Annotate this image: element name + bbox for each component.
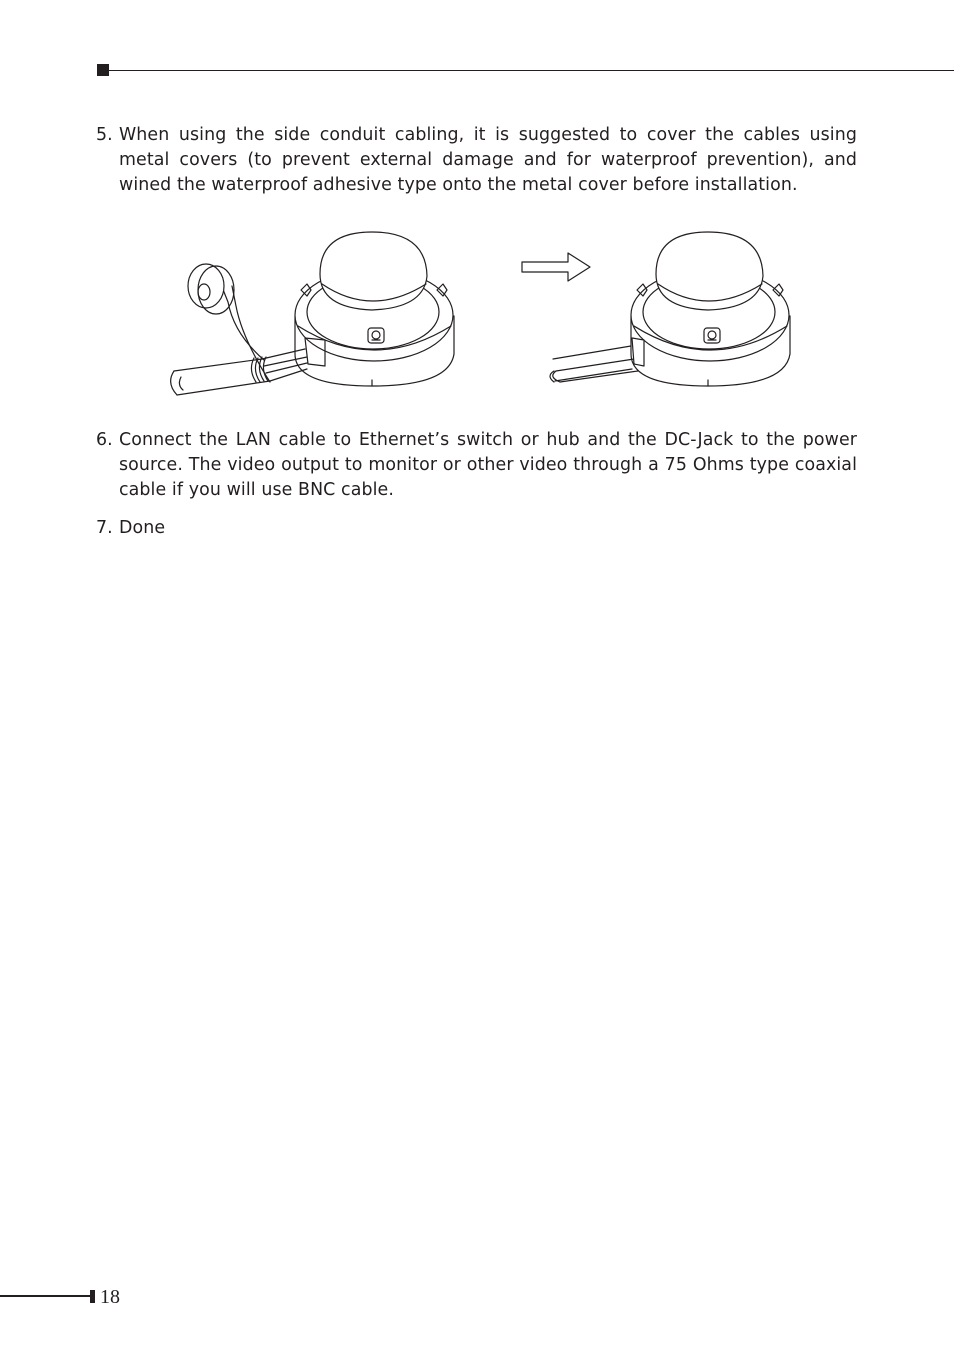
step-7 — [96, 516, 857, 541]
step-text: Done — [119, 518, 166, 538]
footer-rule — [0, 1295, 90, 1297]
header-rule — [109, 70, 954, 71]
step-number: 6. — [96, 430, 113, 450]
step-number: 7. — [96, 518, 113, 538]
dome-camera-right — [631, 232, 790, 386]
footer-marker — [90, 1290, 95, 1303]
page-number: 18 — [100, 1286, 120, 1308]
header-square-marker — [97, 64, 109, 76]
step-number: 5. — [96, 125, 113, 145]
step-6 — [96, 428, 857, 503]
step-text: Connect the LAN cable to Ethernet’s switch or hub and the DC-Jack to the power source. The video output to monitor or other video through a 75 Ohms type coaxial cable if you will use BNC cable. — [119, 430, 857, 500]
wrapped-conduit-and-tape — [171, 264, 307, 395]
dome-camera-left — [295, 232, 454, 386]
step-5 — [96, 123, 857, 198]
covered-conduit — [550, 338, 644, 382]
step-text: When using the side conduit cabling, it is suggested to cover the cables using metal covers (to prevent external damage and for waterproof prevention), and wined the waterproof adhesive type onto the metal cover before installation. — [119, 125, 857, 195]
dome-camera-conduit-illustration — [150, 214, 810, 404]
right-arrow-icon — [522, 253, 590, 281]
